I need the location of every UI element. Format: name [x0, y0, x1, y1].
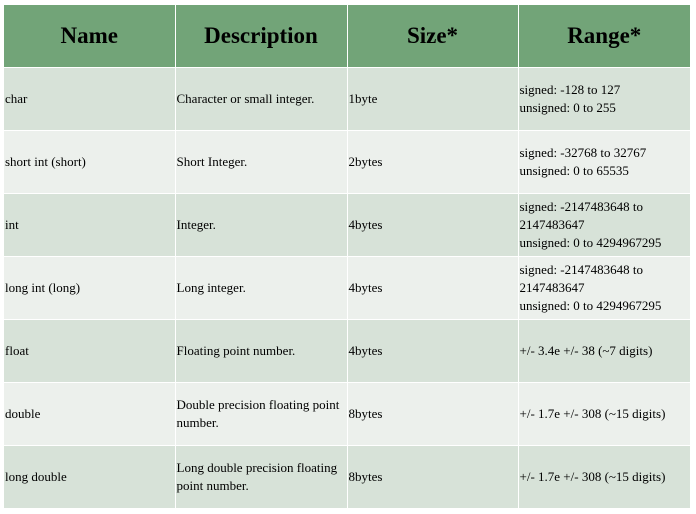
cell-name: double	[4, 383, 175, 446]
range-line: signed: -128 to 127	[519, 82, 621, 97]
range-line: signed: -2147483648 to 2147483647	[519, 199, 643, 232]
table-row	[4, 131, 690, 194]
cell-size: 4bytes	[347, 320, 518, 383]
cell-description: Character or small integer.	[175, 68, 347, 131]
cell-name: int	[4, 194, 175, 257]
cell-size: 2bytes	[347, 131, 518, 194]
cell-range	[518, 257, 690, 320]
range-line: unsigned: 0 to 4294967295	[519, 298, 662, 313]
cell-range	[518, 383, 690, 446]
cell-range	[518, 131, 690, 194]
table-row	[4, 320, 690, 383]
cell-size: 8bytes	[347, 446, 518, 509]
range-line: signed: -32768 to 32767	[519, 145, 647, 160]
cell-size: 1byte	[347, 68, 518, 131]
header-description: Description	[175, 5, 347, 68]
range-line: unsigned: 0 to 255	[519, 100, 616, 115]
data-types-table	[4, 5, 690, 509]
cell-name: char	[4, 68, 175, 131]
cell-description: Short Integer.	[175, 131, 347, 194]
range-line: signed: -2147483648 to 2147483647	[519, 262, 643, 295]
table-row	[4, 446, 690, 509]
cell-name: long int (long)	[4, 257, 175, 320]
cell-size: 4bytes	[347, 257, 518, 320]
cell-description: Floating point number.	[175, 320, 347, 383]
cell-range	[518, 194, 690, 257]
header-range: Range*	[518, 5, 690, 68]
cell-description: Long double precision floating point number.	[175, 446, 347, 509]
cell-size: 4bytes	[347, 194, 518, 257]
range-line: unsigned: 0 to 65535	[519, 163, 629, 178]
cell-size: 8bytes	[347, 383, 518, 446]
cell-name: long double	[4, 446, 175, 509]
cell-description: Integer.	[175, 194, 347, 257]
header-name: Name	[4, 5, 175, 68]
table-row	[4, 68, 690, 131]
range-line: +/- 1.7e +/- 308 (~15 digits)	[519, 406, 666, 421]
cell-description: Long integer.	[175, 257, 347, 320]
range-line: +/- 1.7e +/- 308 (~15 digits)	[519, 469, 666, 484]
range-line: unsigned: 0 to 4294967295	[519, 235, 662, 250]
cell-range	[518, 68, 690, 131]
cell-range	[518, 446, 690, 509]
cell-description: Double precision floating point number.	[175, 383, 347, 446]
header-size: Size*	[347, 5, 518, 68]
header-row	[4, 5, 690, 68]
table-row	[4, 383, 690, 446]
cell-name: short int (short)	[4, 131, 175, 194]
cell-name: float	[4, 320, 175, 383]
range-line: +/- 3.4e +/- 38 (~7 digits)	[519, 343, 653, 358]
table-row	[4, 257, 690, 320]
table-row	[4, 194, 690, 257]
cell-range	[518, 320, 690, 383]
